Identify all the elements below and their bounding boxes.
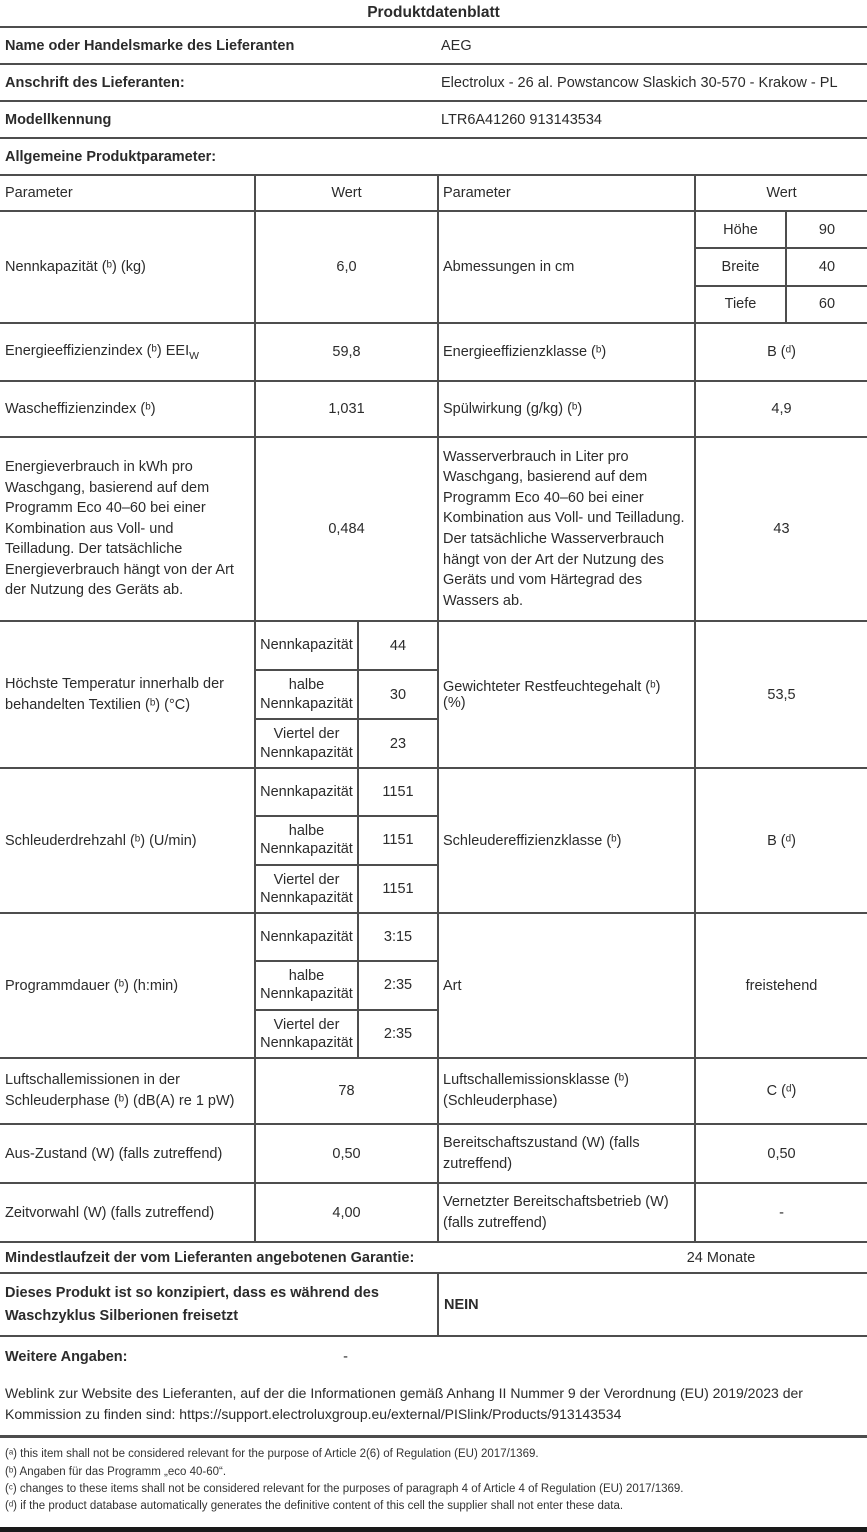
dimensions-subtable xyxy=(694,212,867,322)
param-value: 78 xyxy=(254,1059,437,1123)
general-parameters-heading: Allgemeine Produktparameter: xyxy=(0,137,867,174)
sub-value: 90 xyxy=(785,212,867,247)
supplier-weblink-text: Weblink zur Website des Lieferanten, auf der die Informationen gemäß Anhang II Nummer 9 der Verordnung (EU) 2019/2023 der Kommission zu finden sind: https://support.electroluxgroup.eu/external/PISlink/Products/913143534 xyxy=(5,1385,803,1423)
param-label: Höchste Temperatur innerhalb der behandelten Textilien (ᵇ) (°C) xyxy=(5,675,224,713)
param-label: Zeitvorwahl (W) (falls zutreffend) xyxy=(5,1204,215,1221)
sub-value: 23 xyxy=(357,720,437,767)
param-value: 59,8 xyxy=(254,324,437,380)
sub-label: halbe Nennkapazität xyxy=(260,968,353,1003)
param-value: 53,5 xyxy=(694,622,867,767)
sub-row xyxy=(696,212,867,249)
footnote-a: (ᵃ) this item shall not be considered relevant for the purpose of Article 2(6) of Regulation (EU) 2017/1369. xyxy=(5,1448,539,1461)
param-label: Luftschallemissionsklasse (ᵇ) (Schleuderphase) xyxy=(437,1059,694,1123)
sub-label: halbe Nennkapazität xyxy=(260,823,353,858)
sub-row xyxy=(256,622,437,671)
param-value: 0,50 xyxy=(694,1125,867,1182)
sub-value: 1151 xyxy=(357,817,437,863)
param-label: Luftschallemissionen in der Schleuderphase (ᵇ) (dB(A) re 1 pW) xyxy=(5,1072,235,1109)
model-id-row xyxy=(0,100,867,137)
sub-value: 2:35 xyxy=(357,1011,437,1057)
supplier-name-label: Name oder Handelsmarke des Lieferanten xyxy=(5,37,295,54)
table-row xyxy=(0,212,867,324)
param-value: C (ᵈ) xyxy=(694,1059,867,1123)
param-label: Nennkapazität (ᵇ) (kg) xyxy=(5,259,146,275)
table-row xyxy=(0,1059,867,1125)
footnotes xyxy=(0,1435,867,1525)
param-value: 0,50 xyxy=(254,1125,437,1182)
sub-value: 44 xyxy=(357,622,437,669)
param-label: Energieverbrauch in kWh pro Waschgang, basierend auf dem Programm Eco 40–60 bei einer Kombination aus Voll- und Teilladung. Der tatsächliche Energieverbrauch hängt von der Art der Nutzung des Geräts ab. xyxy=(5,458,234,599)
warranty-value: 24 Monate xyxy=(686,1249,756,1266)
more-info-value: - xyxy=(343,1349,348,1366)
sub-label: Nennkapazität xyxy=(260,929,353,946)
sub-value: 1151 xyxy=(357,769,437,815)
more-info-label: Weitere Angaben: xyxy=(5,1349,128,1366)
param-value: 1,031 xyxy=(254,382,437,436)
silver-ions-value: NEIN xyxy=(437,1274,867,1335)
silver-ions-label: Dieses Produkt ist so konzipiert, dass es während des Waschzyklus Silberionen freisetzt xyxy=(5,1285,379,1324)
param-label: Programmdauer (ᵇ) (h:min) xyxy=(5,977,179,994)
param-value: 4,00 xyxy=(254,1184,437,1241)
param-label: Vernetzter Bereitschaftsbetrieb (W) (falls zutreffend) xyxy=(437,1184,694,1241)
table-row xyxy=(0,1184,867,1241)
sub-label: Tiefe xyxy=(724,296,757,313)
sub-label: Nennkapazität xyxy=(260,784,353,801)
sub-row xyxy=(256,720,437,767)
param-value: 6,0 xyxy=(254,212,437,322)
more-info-row xyxy=(0,1337,867,1377)
parameters-table xyxy=(0,174,867,1241)
sub-label: Viertel der Nennkapazität xyxy=(260,726,353,761)
supplier-name-value: AEG xyxy=(441,37,472,54)
footnote-d: (ᵈ) if the product database automatically generates the definitive content of this cell the supplier shall not enter these data. xyxy=(5,1500,624,1512)
warranty-row xyxy=(0,1241,867,1274)
table-row xyxy=(0,324,867,382)
param-label: Energieeffizienzklasse (ᵇ) xyxy=(437,324,694,380)
header-wert-left: Wert xyxy=(254,176,437,210)
table-row xyxy=(0,438,867,622)
param-label: Energieeffizienzindex (ᵇ) $EEI_W$ xyxy=(5,342,199,362)
sub-value: 3:15 xyxy=(357,914,437,960)
param-value: 4,9 xyxy=(694,382,867,436)
header-parameter-right: Parameter xyxy=(437,176,694,210)
warranty-label: Mindestlaufzeit der vom Lieferanten angebotenen Garantie: xyxy=(5,1249,415,1266)
sub-value: 30 xyxy=(357,671,437,718)
sub-label: Viertel der Nennkapazität xyxy=(260,1016,353,1051)
sub-row xyxy=(696,287,867,322)
temperature-subtable xyxy=(254,622,437,767)
param-value: - xyxy=(694,1184,867,1241)
sub-row xyxy=(256,671,437,720)
sub-row xyxy=(256,769,437,817)
sub-value: 2:35 xyxy=(357,962,437,1008)
header-parameter-left: Parameter xyxy=(5,185,73,201)
sub-row xyxy=(256,962,437,1010)
model-id-label: Modellkennung xyxy=(5,111,112,128)
bottom-divider xyxy=(0,1527,867,1532)
sub-value: 40 xyxy=(785,249,867,284)
table-row xyxy=(0,622,867,769)
supplier-address-row xyxy=(0,63,867,100)
table-header-row xyxy=(0,176,867,212)
footnote-b: (ᵇ) Angaben für das Programm „eco 40-60“. xyxy=(5,1465,227,1478)
param-label: Abmessungen in cm xyxy=(437,212,694,322)
sub-value: 60 xyxy=(785,287,867,322)
silver-ions-row xyxy=(0,1274,867,1337)
param-label: Gewichteter Restfeuchtegehalt (ᵇ) (%) xyxy=(437,622,694,767)
sub-label: halbe Nennkapazität xyxy=(260,677,353,712)
table-row xyxy=(0,914,867,1059)
sub-row xyxy=(256,914,437,962)
param-value: freistehend xyxy=(694,914,867,1057)
param-value: 43 xyxy=(694,438,867,620)
supplier-address-value: Electrolux - 26 al. Powstancow Slaskich 30-570 - Krakow - PL xyxy=(441,74,838,91)
sub-value: 1151 xyxy=(357,866,437,912)
supplier-name-row xyxy=(0,26,867,63)
model-id-value: LTR6A41260 913143534 xyxy=(441,111,602,128)
param-label: Aus-Zustand (W) (falls zutreffend) xyxy=(5,1145,223,1162)
table-row xyxy=(0,1125,867,1184)
sub-label: Höhe xyxy=(723,221,758,238)
sub-row xyxy=(696,249,867,286)
duration-subtable xyxy=(254,914,437,1057)
spin-speed-subtable xyxy=(254,769,437,912)
param-value: B (ᵈ) xyxy=(694,769,867,912)
footnote-c: (ᶜ) changes to these items shall not be considered relevant for the purposes of paragraph 4 of Article 4 of Regulation (EU) 2017/1369. xyxy=(5,1482,684,1495)
param-label: Wasserverbrauch in Liter pro Waschgang, basierend auf dem Programm Eco 40–60 bei einer Kombination aus Voll- und Teilladung. Der tatsächliche Wasserverbrauch hängt von der Art der Nutzung des Geräts und vom Härtegrad des Wassers ab. xyxy=(437,438,694,620)
header-wert-right: Wert xyxy=(694,176,867,210)
sub-row xyxy=(256,817,437,865)
sub-row xyxy=(256,866,437,912)
sub-row xyxy=(256,1011,437,1057)
param-label: Schleudereffizienzklasse (ᵇ) xyxy=(437,769,694,912)
param-label: Bereitschaftszustand (W) (falls zutreffend) xyxy=(437,1125,694,1182)
table-row xyxy=(0,382,867,438)
table-row xyxy=(0,769,867,914)
supplier-address-label: Anschrift des Lieferanten: xyxy=(5,74,185,91)
eei-subscript: W xyxy=(189,350,199,362)
param-value: 0,484 xyxy=(254,438,437,620)
param-label: Spülwirkung (g/kg) (ᵇ) xyxy=(437,382,694,436)
sub-label: Nennkapazität xyxy=(260,637,353,654)
param-label: Wascheffizienzindex (ᵇ) xyxy=(5,401,156,417)
sub-label: Breite xyxy=(721,258,760,275)
param-label: Schleuderdrehzahl (ᵇ) (U/min) xyxy=(5,832,197,849)
page-title: Produktdatenblatt xyxy=(367,4,500,21)
param-label: Art xyxy=(437,914,694,1057)
param-value: B (ᵈ) xyxy=(694,324,867,380)
sub-label: Viertel der Nennkapazität xyxy=(260,871,353,906)
